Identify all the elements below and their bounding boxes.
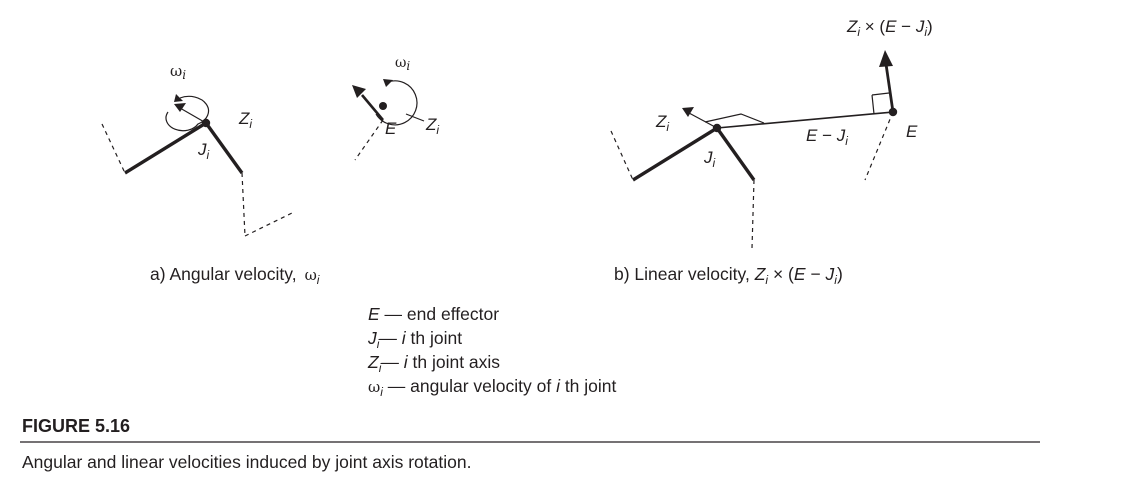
panel-b-z-label: $Z_i$ [656, 112, 670, 134]
panel-a-omega-label: $\omega_i$ [170, 62, 187, 82]
panel-a-j-label: $J_i$ [198, 140, 210, 162]
figure-number: FIGURE 5.16 [22, 416, 131, 436]
panel-a-joint-dot [202, 119, 210, 127]
panel-b-end-effector-dot [889, 108, 897, 116]
panel-b-dashed-upstream-link [611, 131, 633, 180]
panel-b-joint-dot [713, 124, 721, 132]
panel-b-dashed-downstream-link [752, 180, 754, 248]
panel-b-axis-arrowhead [682, 107, 694, 117]
panel-b-velocity-arrowhead [879, 50, 893, 67]
panel-b-e-minus-j-label: $E - J_i$ [806, 126, 848, 148]
panel-a-axis-line [180, 108, 206, 123]
panel-b-j-label: $J_i$ [704, 148, 716, 170]
panel-a-diagram [102, 62, 292, 236]
panel-b-velocity-line [886, 64, 893, 112]
panel-b-caption: b) Linear velocity, $Z_i \times (E - J_i)$ [614, 264, 843, 287]
panel-b-dashed-end-link [865, 112, 893, 180]
panel-b-diagram [611, 17, 933, 248]
figure-caption: Angular and linear velocities induced by joint axis rotation. [22, 452, 472, 472]
legend-item-joint: $J_i—$ i th joint [368, 328, 463, 351]
inset-omega-label: ωi [395, 55, 411, 73]
panel-b-right-angle-joint [705, 114, 764, 123]
panel-b-right-angle-end [872, 93, 889, 114]
panel-a-z-label: $Z_i$ [239, 109, 253, 131]
inset-e-label: E [385, 119, 397, 138]
legend [367, 304, 617, 399]
panel-a-dashed-upstream-link [102, 124, 125, 173]
panel-a-dashed-downstream-diagonal [245, 213, 292, 236]
panel-a-dashed-downstream-vertical [242, 173, 245, 236]
panel-b-thick-link-right [717, 128, 754, 180]
inset-joint-dot [379, 102, 387, 110]
panel-b-e-label: E [906, 122, 918, 141]
panel-a-inset [352, 55, 439, 160]
panel-a-thick-link-left [125, 123, 206, 173]
legend-item-angular-velocity: $\omega_i$ — angular velocity of i th joint [368, 376, 617, 399]
inset-z-label: $Z_i$ [426, 115, 440, 137]
legend-item-end-effector: E — end effector [368, 304, 500, 324]
panel-a-thick-link-right [206, 123, 242, 173]
inset-dashed-axis [355, 120, 383, 160]
panel-a-caption: a) Angular velocity, $\omega_i$ [150, 264, 320, 287]
inset-rotation-arrowhead [383, 79, 393, 87]
panel-b-velocity-label: $Z_i \times (E - J_i)$ [847, 17, 933, 39]
legend-item-joint-axis: $Z_i—$ i th joint axis [368, 352, 501, 375]
